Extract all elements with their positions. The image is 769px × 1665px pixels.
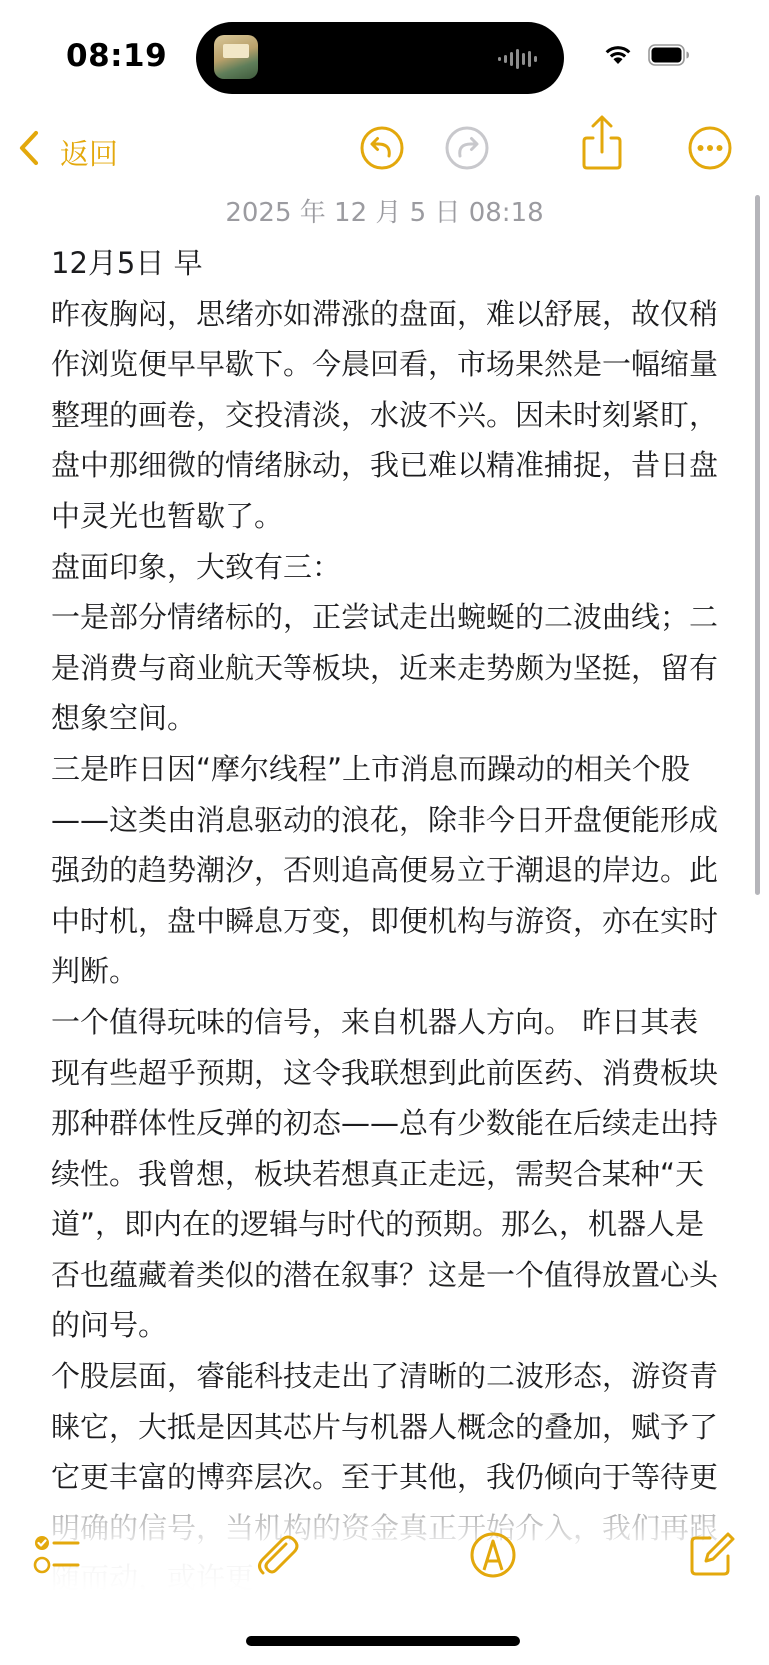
note-paragraph[interactable]: 一个值得玩味的信号，来自机器人方向。 昨日其表现有些超乎预期，这令我联想到此前医药、消费板块那种群体性反弹的初态——总有少数能在后续走出持续性。我曾想，板块若想真正走远，需契合某种“天道”，即内在的逻辑与时代的预期。那么，机器人是否也蕴藏着类似的潜在叙事？这是一个值得放置心头的问号。 [51, 1004, 719, 1343]
nav-bar [0, 110, 769, 190]
wifi-icon [604, 43, 632, 65]
home-indicator[interactable] [246, 1636, 520, 1646]
note-paragraph[interactable]: 一是部分情绪标的，正尝试走出蜿蜒的二波曲线；二是消费与商业航天等板块，近来走势颇为坚挺，留有想象空间。 [51, 600, 719, 736]
note-paragraph[interactable]: 个股层面，睿能科技走出了清晰的二波形态，游资青睐它，大抵是因其芯片与机器人概念的叠加，赋予了它更丰富的博弈层次。至于其他，我仍倾向于等待更 [51, 1359, 719, 1495]
note-paragraph[interactable]: 盘面印象，大致有三： [51, 549, 342, 584]
redo-icon[interactable] [443, 124, 491, 172]
note-paragraph[interactable]: 三是昨日因“摩尔线程”上市消息而躁动的相关个股——这类由消息驱动的浪花，除非今日开盘便能形成强劲的趋势潮汐，否则追高便易立于潮退的岸边。此中时机，盘中瞬息万变，即便机构与游资，亦在实时判断。 [51, 751, 719, 989]
more-icon[interactable] [686, 124, 734, 172]
chevron-left-icon[interactable] [14, 128, 44, 168]
compose-icon[interactable] [686, 1530, 736, 1580]
now-playing-artwork[interactable] [214, 35, 258, 79]
note-date: 2025 年 12 月 5 日 08:18 [225, 198, 544, 228]
markup-icon[interactable] [468, 1530, 518, 1580]
back-button[interactable]: 返回 [60, 137, 119, 171]
note-title[interactable]: 12月5日 早 [51, 246, 203, 280]
note-body[interactable] [51, 238, 721, 1604]
battery-icon [648, 44, 690, 66]
audio-waveform-icon [498, 49, 538, 69]
status-time: 08:19 [66, 38, 168, 74]
attachment-icon[interactable] [252, 1530, 302, 1580]
scroll-indicator[interactable] [755, 195, 760, 895]
dynamic-island[interactable] [196, 22, 564, 94]
undo-icon[interactable] [358, 124, 406, 172]
checklist-icon[interactable] [32, 1530, 82, 1580]
status-bar [0, 0, 769, 110]
note-paragraph[interactable]: 昨夜胸闷，思绪亦如滞涨的盘面，难以舒展，故仅稍作浏览便早早歇下。今晨回看，市场果然是一幅缩量整理的画卷，交投清淡，水波不兴。因未时刻紧盯，盘中那细微的情绪脉动，我已难以精准捕捉，昔日盘中灵光也暂歇了。 [51, 296, 719, 533]
share-icon[interactable] [578, 114, 626, 172]
